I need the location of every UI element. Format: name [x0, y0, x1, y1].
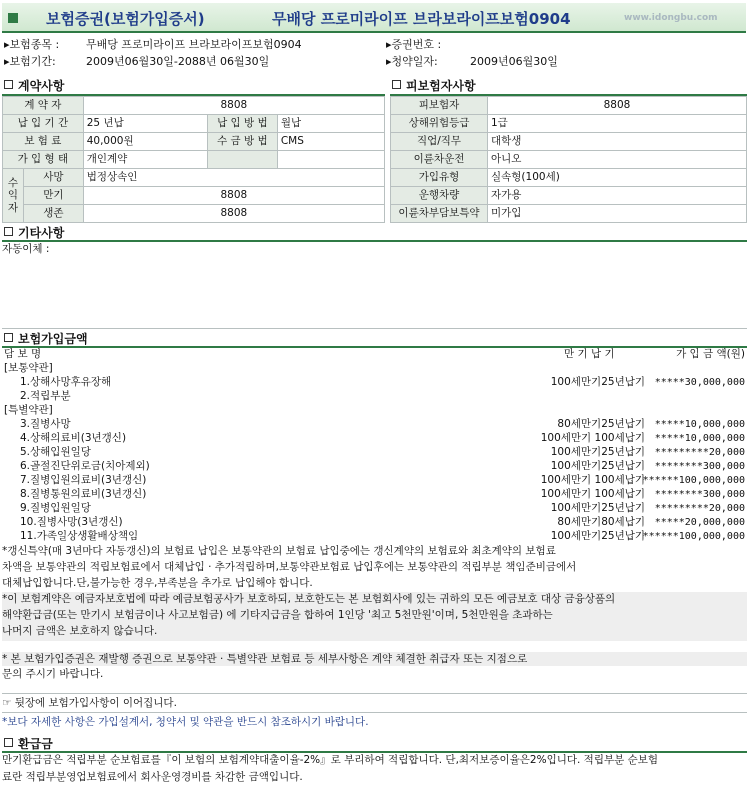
collect-method-label: 수 금 방 법 — [207, 133, 277, 151]
coverage-row — [2, 530, 747, 544]
pay-method-value: 월납 — [277, 115, 384, 133]
coverage-period: 80세만기25년납기 — [557, 418, 645, 430]
deposit-note-line1: *이 보험계약은 예금자보호법에 따라 예금보험공사가 보호하되, 보호한도는 본 보험회사에 있는 귀하의 모든 예금보호 대상 금융상품의 — [2, 593, 616, 605]
coverage-amount-header: 가 입 금 액(원) — [676, 348, 745, 360]
maturity-beneficiary-value: 8808 — [83, 187, 384, 205]
insured-row — [391, 187, 747, 205]
coverage-name: 3.질병사망 — [20, 418, 71, 430]
special-terms-label-row — [2, 404, 747, 418]
insurance-period-label: ▸보험기간: — [4, 55, 56, 68]
coverage-name: 1.상해사망후유장해 — [20, 376, 112, 388]
coverage-name-header: 담 보 명 — [4, 348, 42, 360]
insurance-period-value: 2009년06월30일-2088년 06월30일 — [86, 55, 270, 68]
coverage-amount: ********300,000 — [654, 461, 745, 472]
insured-row — [391, 205, 747, 223]
coverage-period: 100세만기 100세납기 — [540, 488, 645, 500]
subscription-date-value: 2009년06월30일 — [470, 55, 558, 68]
pay-period-label: 납 입 기 간 — [3, 115, 84, 133]
reissue-note-line2: 문의 주시기 바랍니다. — [2, 668, 104, 680]
insured-field-value: 대학생 — [488, 133, 747, 151]
coverage-header-row — [2, 348, 747, 362]
join-type-label: 가 입 형 태 — [3, 151, 84, 169]
document-title: 보험증권(보험가입증서) — [46, 10, 205, 28]
insured-field-label: 가입유형 — [391, 169, 488, 187]
header-bar — [2, 3, 746, 33]
other-divider — [2, 240, 747, 242]
coverage-name: 10.질병사망(3년갱신) — [20, 516, 123, 528]
coverage-row — [2, 516, 747, 530]
section-square-icon — [392, 80, 401, 89]
insured-section-title: 피보험자사항 — [392, 79, 476, 95]
divider — [2, 693, 747, 694]
coverage-row — [2, 390, 747, 404]
maturity-beneficiary-label: 만기 — [23, 187, 83, 205]
header-square-icon — [8, 13, 18, 23]
insured-field-label: 운행차량 — [391, 187, 488, 205]
detail-reference-note: *보다 자세한 사항은 가입설계서, 청약서 및 약관을 반드시 참조하시기 바랍니다. — [2, 716, 369, 728]
divider — [2, 328, 747, 329]
refund-section-title: 환급금 — [4, 737, 53, 753]
death-beneficiary-label: 사망 — [23, 169, 83, 187]
coverage-period-header: 만 기 납 기 — [564, 348, 615, 360]
coverage-period: 100세만기 100세납기 — [540, 474, 645, 486]
coverage-name: 6.골절진단위로금(치아제외) — [20, 460, 150, 472]
renewal-note-line3: 대체납입합니다.단,불가능한 경우,부족분을 추가로 납입해야 합니다. — [2, 577, 313, 589]
insured-field-value: 미가입 — [488, 205, 747, 223]
deposit-note-line3: 나머지 금액은 보호하지 않습니다. — [2, 625, 158, 637]
coverage-amount: *********20,000 — [654, 503, 745, 514]
company-url: www.idongbu.com — [624, 13, 718, 23]
insurance-type-label: ▸보험종목 : — [4, 38, 60, 51]
insured-row — [391, 115, 747, 133]
divider — [2, 712, 747, 713]
survival-beneficiary-value: 8808 — [83, 205, 384, 223]
coverage-row — [2, 460, 747, 474]
coverage-amount: *****10,000,000 — [654, 433, 745, 444]
coverage-name: 2.적립부분 — [20, 390, 71, 402]
insured-field-label: 이륜차운전 — [391, 151, 488, 169]
insured-field-value: 1급 — [488, 115, 747, 133]
refund-text-line2: 료란 적립부분영업보험료에서 회사운영경비를 차감한 금액입니다. — [2, 771, 303, 783]
insured-field-value: 실속형(100세) — [488, 169, 747, 187]
coverage-row — [2, 488, 747, 502]
coverage-name: 9.질병입원일당 — [20, 502, 91, 514]
coverage-amount: ******100,000,000 — [642, 531, 745, 542]
basic-terms-label-row — [2, 362, 747, 376]
coverage-period: 100세만기25년납기 — [550, 446, 645, 458]
certificate-number-label: ▸증권번호 : — [386, 38, 442, 51]
contractor-label: 계 약 자 — [3, 97, 84, 115]
coverage-name: 8.질병통원의료비(3년갱신) — [20, 488, 147, 500]
insured-field-label: 상해위험등급 — [391, 115, 488, 133]
coverage-period: 80세만기80세납기 — [557, 516, 645, 528]
auto-transfer-label: 자동이체 : — [2, 243, 50, 255]
refund-text-line1: 만기환급금은 적립부분 순보험료를『이 보험의 보험계약대출이율-2%』로 부리하여 적립합니다. 단,최저보증이율은2%입니다. 적립부분 순보험 — [2, 754, 659, 766]
survival-beneficiary-label: 생존 — [23, 205, 83, 223]
contractor-value: 8808 — [83, 97, 384, 115]
section-square-icon — [4, 227, 13, 236]
premium-value: 40,000원 — [83, 133, 207, 151]
coverage-amount: ******100,000,000 — [642, 475, 745, 486]
coverage-period: 100세만기 100세납기 — [540, 432, 645, 444]
coverage-amount: *****30,000,000 — [654, 377, 745, 388]
deposit-note-line2: 해약환급금(또는 만기시 보험금이나 사고보험금) 에 기타지급금을 합하여 1인당 '최고 5천만원'이며, 5천만원을 초과하는 — [2, 609, 553, 621]
coverage-amount: *****10,000,000 — [654, 419, 745, 430]
basic-terms-label: [보통약관] — [4, 362, 53, 374]
coverage-row — [2, 432, 747, 446]
insured-row — [391, 97, 747, 115]
contract-section-title: 계약사항 — [4, 79, 64, 95]
coverage-row — [2, 376, 747, 390]
section-square-icon — [4, 738, 13, 747]
empty-cell — [207, 151, 277, 169]
insured-field-value: 자가용 — [488, 187, 747, 205]
coverage-name: 4.상해의료비(3년갱신) — [20, 432, 127, 444]
continued-note: ☞ 뒷장에 보험가입사항이 이어집니다. — [2, 697, 177, 709]
pay-method-label: 납 입 방 법 — [207, 115, 277, 133]
coverage-period: 100세만기25년납기 — [550, 460, 645, 472]
insured-field-value: 8808 — [488, 97, 747, 115]
coverage-period: 100세만기25년납기 — [550, 376, 645, 388]
insurance-type-value: 무배당 프로미라이프 브라보라이프보험0904 — [86, 38, 302, 51]
coverage-name: 7.질병입원의료비(3년갱신) — [20, 474, 147, 486]
subscription-date-label: ▸청약일자: — [386, 55, 438, 68]
coverage-amount: *********20,000 — [654, 447, 745, 458]
insured-field-value: 아니오 — [488, 151, 747, 169]
premium-label: 보 험 료 — [3, 133, 84, 151]
coverage-amount: ********300,000 — [654, 489, 745, 500]
insured-table — [390, 96, 747, 223]
refund-divider — [2, 751, 747, 753]
insured-row — [391, 133, 747, 151]
coverage-section-title: 보험가입금액 — [4, 332, 88, 348]
coverage-amount: *****20,000,000 — [654, 517, 745, 528]
pay-period-value: 25 년납 — [83, 115, 207, 133]
join-type-value: 개인계약 — [83, 151, 207, 169]
product-title: 무배당 프로미라이프 브라보라이프보험0904 — [272, 10, 571, 28]
special-terms-label: [특별약관] — [4, 404, 53, 416]
collect-method-value: CMS — [277, 133, 384, 151]
insured-field-label: 피보험자 — [391, 97, 488, 115]
insured-field-label: 직업/직무 — [391, 133, 488, 151]
coverage-row — [2, 446, 747, 460]
coverage-period: 100세만기25년납기 — [550, 502, 645, 514]
coverage-period: 100세만기25년납기 — [550, 530, 645, 542]
document-header — [0, 0, 749, 36]
coverage-name: 11.가족일상생활배상책임 — [20, 530, 139, 542]
coverage-row — [2, 474, 747, 488]
beneficiary-label: 수익자 — [3, 169, 24, 223]
coverage-row — [2, 502, 747, 516]
coverage-name: 5.상해입원일당 — [20, 446, 91, 458]
contract-table — [2, 96, 385, 223]
empty-cell — [277, 151, 384, 169]
insured-field-label: 이륜차부담보특약 — [391, 205, 488, 223]
coverage-row — [2, 418, 747, 432]
other-section-title: 기타사항 — [4, 226, 64, 242]
renewal-note-line2: 차액을 보통약관의 적립보험료에서 대체납입 · 추가적립하며,보통약관보험료 납입후에는 보통약관의 적립부분 책임준비금에서 — [2, 561, 577, 573]
insured-row — [391, 169, 747, 187]
section-square-icon — [4, 333, 13, 342]
insured-row — [391, 151, 747, 169]
reissue-note-line1: * 본 보험가입증권은 재발행 증권으로 보통약관 · 특별약관 보험료 등 세부사항은 계약 체결한 취급자 또는 지점으로 — [2, 653, 528, 665]
section-square-icon — [4, 80, 13, 89]
renewal-note-line1: *갱신특약(매 3년마다 자동갱신)의 보험료 납입은 보통약관의 보험료 납입중에는 갱신계약의 보험료와 최초계약의 보험료 — [2, 545, 556, 557]
death-beneficiary-value: 법정상속인 — [83, 169, 384, 187]
